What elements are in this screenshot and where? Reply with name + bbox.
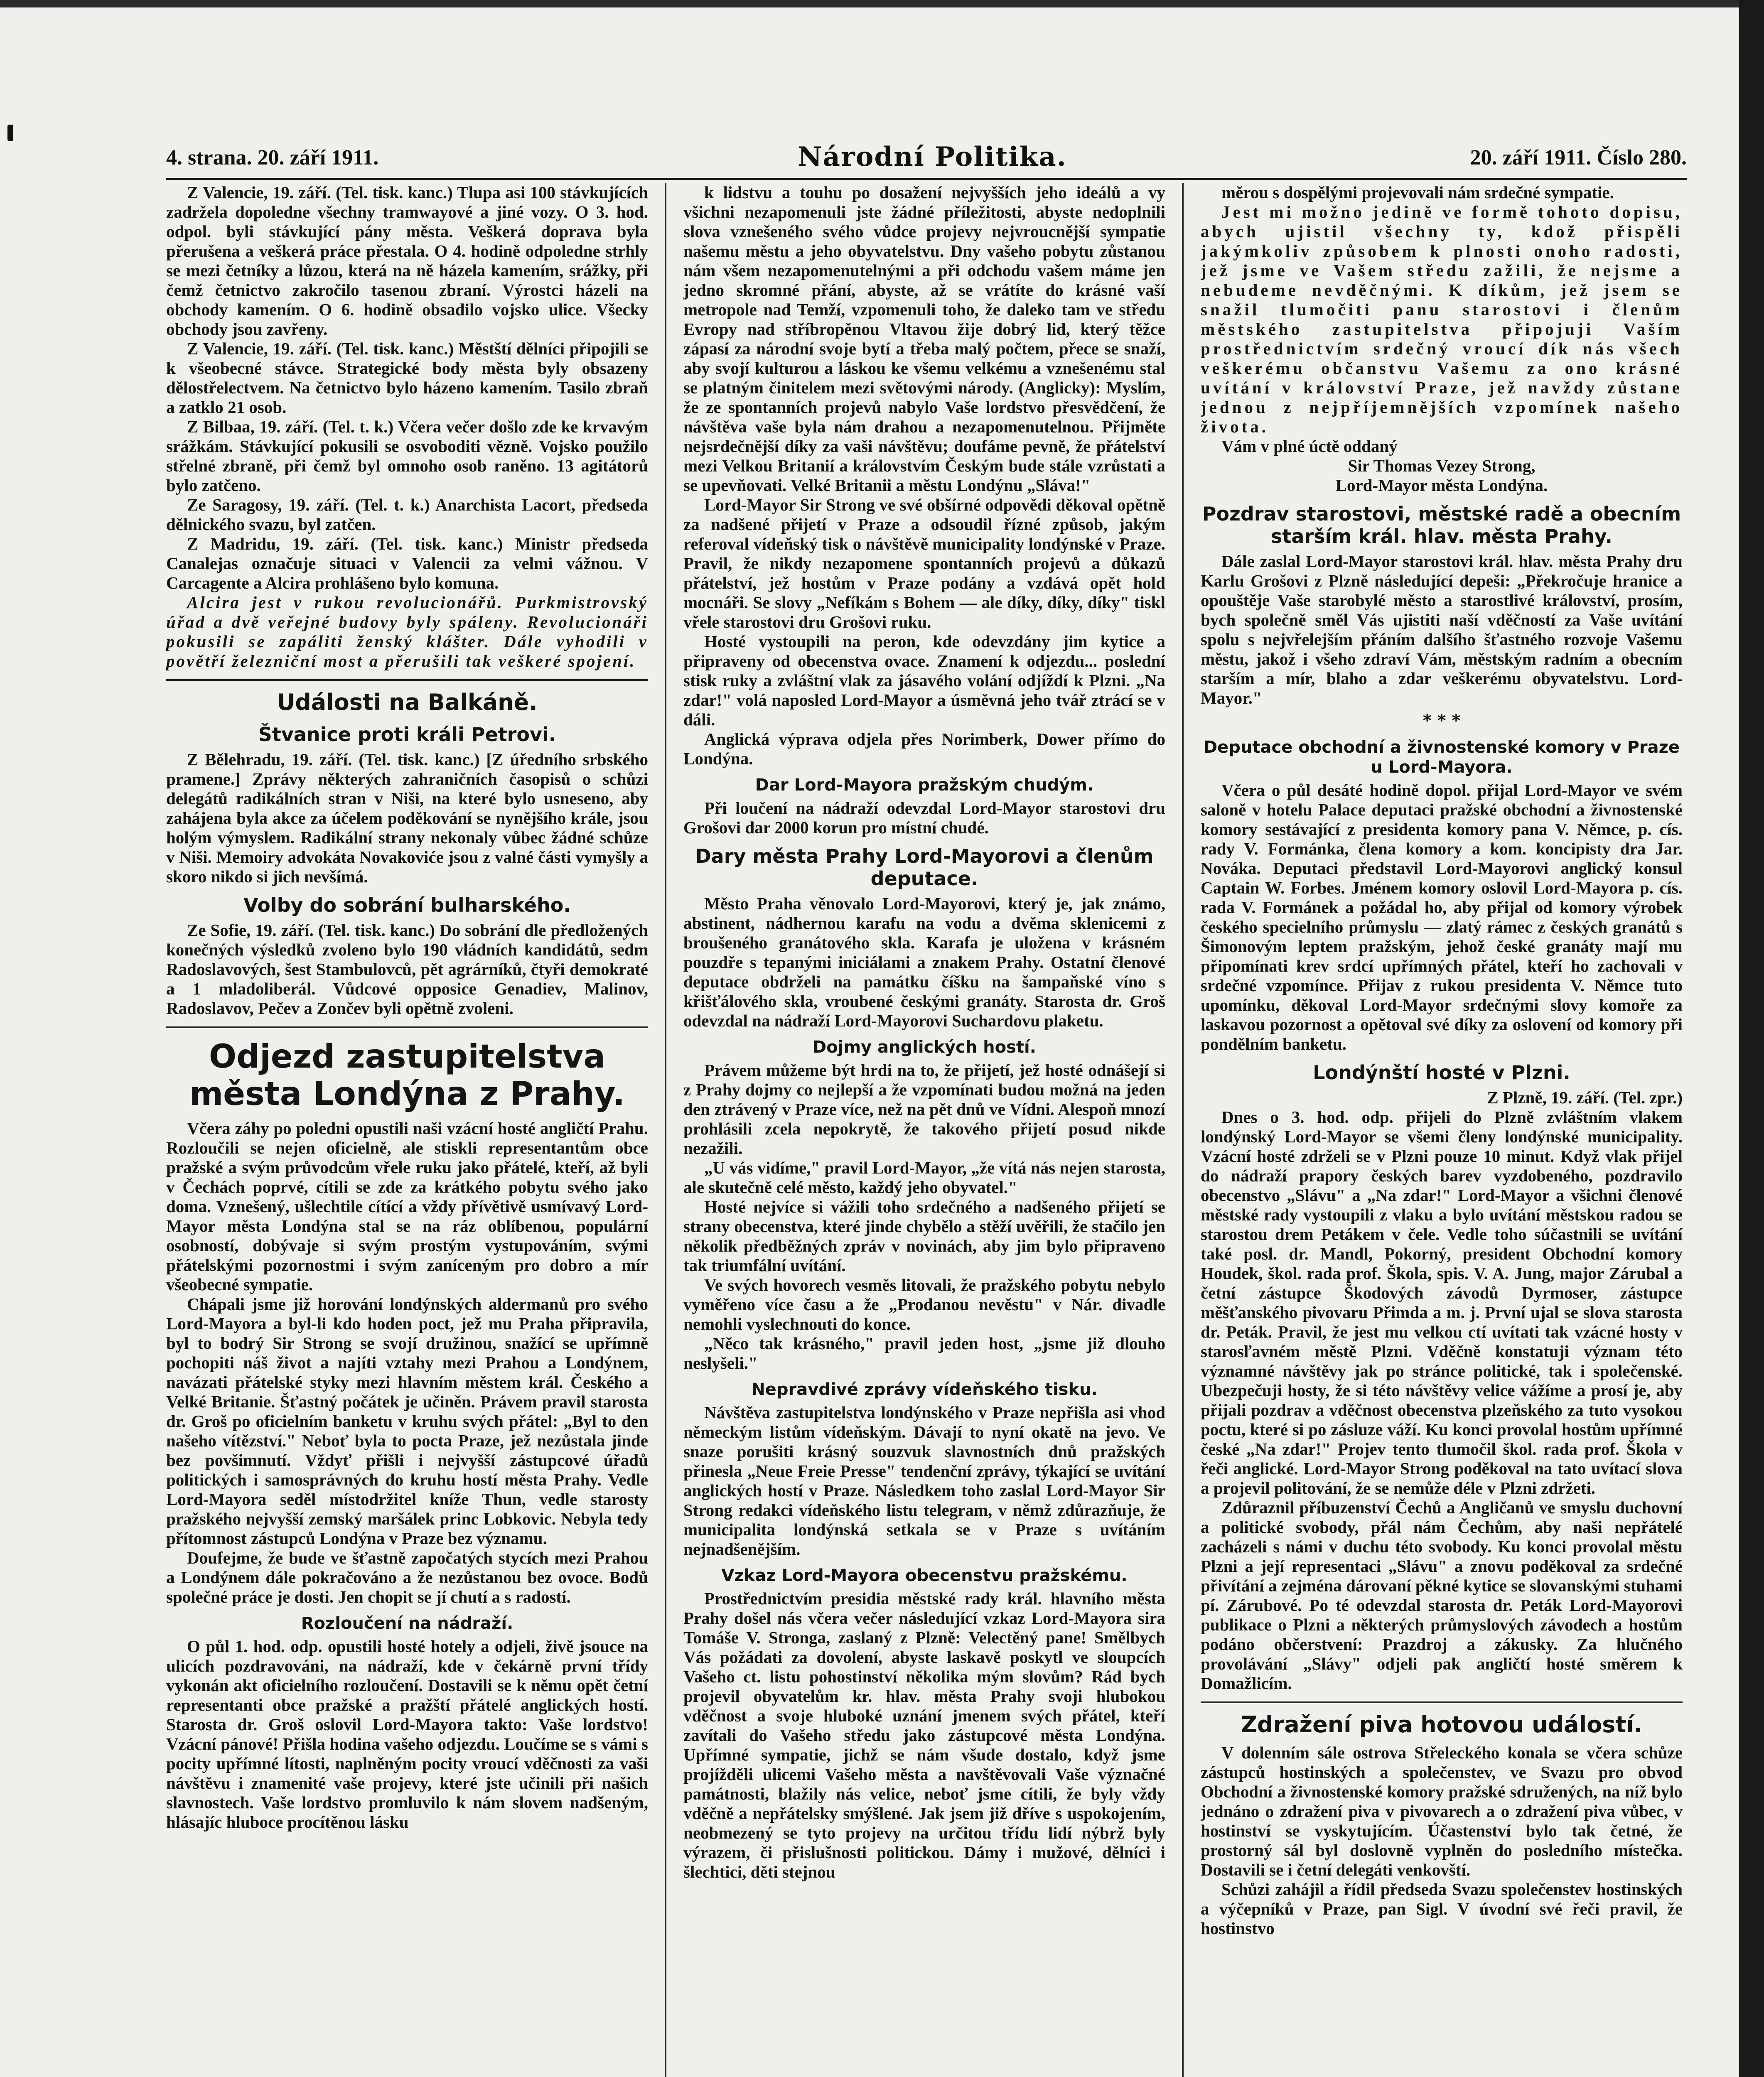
- article-paragraph: Z Valencie, 19. září. (Tel. tisk. kanc.) Tlupa asi 100 stávkujících zadržela dopoledne všechny tramwayové a jiné vozy. O 3. hod. odpol. byli stávkující pány města. Veškerá doprava byla přerušena a veškerá práce přestala. O 4. hodině odpoledne strhly se mezi četníky a lůzou, která na ně házela kamením, srážky, při čemž četnictvo zakročilo tasenou zbraní. Výrostci házeli na obchody kamením. O 6. hodině obsadilo vojsko ulice. Všecky obchody jsou zavřeny.: [166, 183, 648, 339]
- subheadline-dar: Dar Lord-Mayora pražským chudým.: [755, 776, 1094, 795]
- signature-name: Sir Thomas Vezey Strong,: [1348, 456, 1536, 475]
- article-paragraph: Při loučení na nádraží odevzdal Lord-Mayor starostovi dru Grošovi dar 2000 korun pro místní chudé.: [683, 798, 1165, 837]
- subheadline-stvanice: Štvanice proti králi Petrovi.: [258, 723, 556, 746]
- column-2: [683, 183, 1165, 2077]
- section-rule: [166, 679, 648, 681]
- article-paragraph: Doufejme, že bude ve šťastně započatých stycích mezi Prahou a Londýnem dále pokračováno a že nezůstanou bez ovoce. Bodů společné práce je dosti. Jen chopit se jí chutí a s radostí.: [166, 1548, 648, 1606]
- article-paragraph: „U vás vidíme," pravil Lord-Mayor, „že vítá nás nejen starosta, ale skutečně celé město, každý jeho obyvatel.": [683, 1158, 1165, 1197]
- article-paragraph: Z Bělehradu, 19. září. (Tel. tisk. kanc.) [Z úředního srbského pramene.] Zprávy některých zahraničních časopisů o schůzi delegátů radikálních stran v Niši, na které bylo usneseno, aby zahájena byla akce za účelem poděkování se nynějšího krále, jsou holým výmyslem. Radikální strany nekonaly vůbec žádné schůze v Niši. Memoiry advokáta Novakoviće jsou z valné části vymyšly a skoro nikdo si jich nevšímá.: [166, 750, 648, 886]
- article-paragraph: Včera o půl desáté hodině dopol. přijal Lord-Mayor ve svém saloně v hotelu Palace deputaci pražské obchodní a živnostenské komory sestávající z presidenta komory pana V. Němce, p. cís. rady V. Formánka, člena komory a kom. koncipisty dra Jar. Nováka. Deputaci představil Lord-Mayorovi anglický konsul Captain W. Forbes. Jménem komory oslovil Lord-Mayora p. cís. rada V. Formánek a požádal ho, aby přijal od komory výrobek českého specielního průmyslu — zlatý rámec z českých granátů s Šimonovým leptem pražským, jehož české granáty mají mu připomínati krev srdcí upřímných přátel, kteří ho zachovali v srdečné vzpomínce. Přijav z rukou presidenta V. Němce tuto upomínku, děkoval Lord-Mayor srdečnými slovy komoře za laskavou pozornost a opětoval své díky za oslovení od komory při pondělním banketu.: [1201, 781, 1683, 1053]
- article-paragraph: Ze Sofie, 19. září. (Tel. tisk. kanc.) Do sobrání dle předložených konečných výsledků zvoleno bylo 190 vládních kandidátů, sedm Radoslavových, šest Stambulovců, pět agrárníků, čtyři demokraté a 1 mladoliberál. Vůdcové opposice Genadiev, Malinov, Radoslavov, Pečev a Zončev byli opětně zvoleni.: [166, 921, 648, 1018]
- article-paragraph: Dnes o 3. hod. odp. přijeli do Plzně zvláštním vlakem londýnský Lord-Mayor se všemi členy londýnské municipality. Vzácní hosté zdrželi se v Plzni pouze 10 minut. Když vlak přijel do nádraží prapory českých barev vyzdobeného, pozdravilo obecenstvo „Slávu" a „Na zdar!" Lord-Mayor a všichni členové městské rady vystoupili z vlaku a bylo uvítání městskou radou se starostou drem Petákem v čele. Vedle toho súčastnili se uvítání také posl. dr. Mandl, Pokorný, president Obchodní komory Houdek, škol. rada prof. Škola, spis. V. A. Jung, major Zárubal a četní zástupce Škodových závodů Dyrmoser, zástupce měšťanského pivovaru Přimda a m. j. První ujal se slova starosta dr. Peták. Pravil, že jest mu velkou ctí uvítati tak vzácné hosty v starosľavném městě Plzni. Vděčně konstatuji význam této významné návštěvy jak po stránce politické, tak i společenské. Ubezpečuji hosty, že si této návštěvy velice vážíme a prosí je, aby přijali pozdrav a vděčnost obecenstva plzeňského za tuto vysokou poctu, které si po zásluze váží. Ku konci provolal hostům upřímné české „Na zdar!" Projev tento tlumočil škol. rada prof. Škola v řeči anglické. Lord-Mayor Strong poděkoval na tato uvítací slova a projevil politování, že se nemůže déle v Plzni zdržeti.: [1201, 1107, 1683, 1498]
- newspaper-title: Národní Politika.: [798, 141, 1067, 172]
- masthead: [166, 141, 1687, 174]
- article-paragraph: Zdůraznil příbuzenství Čechů a Angličanů ve smyslu duchovní a politické svobody, přál nám Čechům, aby naši nepřátelé zacházeli s námi v duchu této svobody. Ku konci provolal městu Plzni a její representaci „Slávu" a znovu poděkoval za srdečné přivítání a zejména dárovaní pěkné kytice se slovanskými stuhami pí. Zárubové. Po té odevzdal starosta dr. Peták Lord-Mayorovi publikace o Plzni a některých průmyslových závodech a hostům podáno občerstvení: Prazdroj a zákusky. Za hlučného provolávání „Slávy" odjeli pak angličtí hosté směrem k Domažlicím.: [1201, 1498, 1683, 1693]
- article-paragraph: „Něco tak krásného," pravil jeden host, „jsme již dlouho neslyšeli.": [683, 1334, 1165, 1372]
- article-paragraph: měrou s dospělými projevovali nám srdečné sympatie.: [1221, 183, 1614, 202]
- headline-odjezd: Odjezd zastupitelstva města Londýna z Prahy.: [189, 1038, 625, 1113]
- column-divider: [1182, 183, 1184, 2077]
- page-number-date: 4. strana. 20. září 1911.: [166, 146, 379, 169]
- masthead-rule: [166, 178, 1687, 180]
- article-paragraph: V dolenním sále ostrova Střeleckého konala se včera schůze zástupců hostinských a společenstev, ve Svazu pro obvod Obchodní a živnostenské komory pražské sdružených, na níž bylo jednáno o zdražení piva v pivovarech a o zdražení piva vůbec, v hostinství se vyskytujícím. Účastenství bylo tak četné, že prostorný sál byl doslovně vyplněn do posledního místečka. Dostavili se i četní delegáti venkovští.: [1201, 1743, 1683, 1879]
- column-divider: [665, 183, 666, 2077]
- subheadline-pozdrav: Pozdrav starostovi, městské radě a obecním starším král. hlav. města Prahy.: [1202, 503, 1681, 547]
- article-paragraph: Jest mi možno jedině ve formě tohoto dopisu, abych ujistil všechny ty, kdož přispěli jakýmkoliv způsobem k plnosti onoho radosti, jež jsme ve Vašem středu zažili, že nejsme a nebudeme nevděčnými. K díkům, jež jsem se snažil tlumočiti panu starostovi i členům městského zastupitelstva připojuji Vaším prostřednictvím srdečný vroucí dík nás všech veškerému občanstvu Vašemu za ono krásné uvítání v království Praze, jež navždy zůstane jednou z nejpříjemnějších vzpomínek našeho života.: [1201, 202, 1683, 436]
- article-paragraph: Dále zaslal Lord-Mayor starostovi král. hlav. města Prahy dru Karlu Grošovi z Plzně následující depeši: „Překročuje hranice a opouštěje Vaše starobylé město a starostlivé království, prosím, bych společně směl Vás ujistiti naší vděčností za Vaše uvítání spolu s nejvřelejším přáním dalšího šťastného rozvoje Vašemu městu, jakož i všeho zdraví Vám, městským radním a obecním starším a mír, blaho a zdar veškerému obyvatelstvu. Lord-Mayor.": [1201, 552, 1683, 707]
- section-rule: [166, 1026, 648, 1028]
- article-paragraph: Anglická výprava odjela přes Norimberk, Dower přímo do Londýna.: [683, 729, 1165, 768]
- article-paragraph: Hosté vystoupili na peron, kde odevzdány jim kytice a připraveny od obecenstva ovace. Znamení k odjezdu... poslední stisk ruky a zvláštní vlak za jásavého volání odjíždí k Plzni. „Na zdar!" volá naposled Lord-Mayor a úsměvná jeho tvář ztrácí se v dáli.: [683, 632, 1165, 729]
- subheadline-vzkaz: Vzkaz Lord-Mayora obecenstvu pražskému.: [721, 1566, 1128, 1585]
- subheadline-dojmy: Dojmy anglických hostí.: [813, 1038, 1036, 1057]
- signature-title: Lord-Mayor města Londýna.: [1335, 476, 1548, 495]
- article-paragraph: Ve svých hovorech vesměs litovali, že pražského pobytu nebylo vyměřeno více času a že „Prodanou nevěstu" v Nár. divadle nemohli vyslechnouti do konce.: [683, 1275, 1165, 1333]
- article-paragraph: Návštěva zastupitelstva londýnského v Praze nepřišla asi vhod německým listům vídeňským. Dávají to nyní okatě na jevo. Ve snaze porušiti krásný souzvuk slavnostních dnů pražských přinesla „Neue Freie Presse" tendenční zprávy, týkající se uvítání anglických hostí v Praze. Následkem toho zaslal Lord-Mayor Sir Strong redakci vídeňského listu telegram, v němž zdůrazňuje, že municipalita londýnská setkala se v Praze s uvítáním nejnadšenějším.: [683, 1403, 1165, 1559]
- article-paragraph: Prostřednictvím presidia městské rady král. hlavního města Prahy došel nás včera večer následující vzkaz Lord-Mayora sira Tomáše V. Stronga, zaslaný z Plzně: Velectěný pane! Smělbych Vás požádati za dovolení, abyste laskavě poskytl ve sloupcích Vašeho ct. listu pohostinství několika mým slovům? Rád bych projevil obyvatelům kr. hlav. města Prahy svoji hlubokou vděčnost a svoje hluboké uznání jmenem svých přátel, kteří zavítali do Vašeho středu jako zástupcové města Londýna. Upřímné sympatie, jichž se nám všude dostalo, když jsme projížděli ulicemi Vašeho města a navštěvovali Vaše význačné památnosti, blažily nás velice, neboť jsme cítili, že byly vždy vděčně a nepřátelsky smýšlené. Jak jsem již dříve s uspokojením, neobmezený se tyto projevy na určitou třídu lidí nýbrž byly výrazem, či přislušnosti politickou. Dámy i mužové, dělníci i šlechtici, děti stejnou: [683, 1589, 1165, 1881]
- article-paragraph: O půl 1. hod. odp. opustili hosté hotely a odjeli, živě jsouce na ulicích pozdravováni, na nádraží, kde v čekárně první třídy vykonán akt oficielního rozloučení. Dostavili se k němu opět četní representanti obce pražské a pražští přátelé anglických hostí. Starosta dr. Groš oslovil Lord-Mayora takto: Vaše lordstvo! Vzácní pánové! Přišla hodina vašeho odjezdu. Loučíme se s vámi s pocity upřímné lítosti, naplněným pocity vroucí vděčnosti za vaši návštěvu i znamenité vaše projevy, které jste učinili při našich slavnostech. Vaše lordstvo promluvilo k nám slovem nadšeným, hlásajíc hluboce procítěnou lásku: [166, 1637, 648, 1831]
- article-paragraph: Hosté nejvíce si vážili toho srdečného a nadšeného přijetí se strany obecenstva, které jinde chybělo a stěží uvěřili, že stačilo jen několik předběžných zpráv v novinách, aby jim bylo připraveno tak triumfální uvítání.: [683, 1197, 1165, 1275]
- section-rule: [1201, 1701, 1683, 1703]
- article-paragraph: Z Bilbaa, 19. září. (Tel. t. k.) Včera večer došlo zde ke krvavým srážkám. Stávkující pokusili se osvoboditi vězně. Vojsko použilo střelné zbraně, při čemž byl omnoho osob raněno. 13 agitátorů bylo zatčeno.: [166, 417, 648, 495]
- article-paragraph: k lidstvu a touhu po dosažení nejvyšších jeho ideálů a vy všichni nezapomenuli jste žádné příležitosti, abyste nedoplnili slova vznešeného svého vůdce projevy nejvroucnější sympatie našemu městu a jeho obyvatelstvu. Dny vašeho pobytu zůstanou nám všem nezapomenutelnými a při odchodu vašem máme jen jedno skromné přání, abyste, až se vrátíte do krásné vaší metropole nad Temží, vzpomenuli toho, že daleko tam ve středu Evropy nad stříbropěnou Vltavou žije dobrý lid, který těžce zápasí za národní svoje bytí a třeba malý počtem, přece se snaží, aby svojí kulturou a láskou ke všemu velkému a vznešenému stal se platným činitelem mezi světovými národy. (Anglicky): Myslím, že ze spontanních projevů nabylo Vaše lordstvo přesvědčení, že návštěva vaše byla nám drahou a nezapomenutelnou. Přijměte nejsrdečnější díky za vaši návštěvu; doufáme pevně, že přátelství mezi Velkou Britanií a královstvím Českým bude stále vzrůstati a se upevňovati. Velké Britanii a městu Londýnu „Sláva!": [683, 183, 1165, 495]
- headline-zdrazeni: Zdražení piva hotovou událostí.: [1241, 1711, 1643, 1738]
- column-1: [166, 183, 648, 2077]
- column-3: [1201, 183, 1683, 2077]
- article-paragraph: Včera záhy po poledni opustili naši vzácní hosté angličtí Prahu. Rozloučili se nejen oficielně, ale stiskli representantům obce pražské a svým průvodcům vřele ruku jako přátelé, kteří, až byli v Čechách poprvé, cítili se zde za krátkého pobytu svého jako doma. Vznešený, ušlechtile cítící a vždy přívětivě usmívavý Lord-Mayor města Londýna stal se na ráz oblíbenou, populární osobností, dobývaje si svým prostým vystupováním, svými přátelskými pozornostmi i svým zaníceným pro dobro a mír všeobecné sympatie.: [166, 1119, 648, 1294]
- article-paragraph: Alcira jest v rukou revolucionářů. Purkmistrovský úřad a dvě veřejné budovy byly spáleny. Revolucionáři pokusili se zapáliti ženský klášter. Dále vyhodili v povětří železniční most a přerušili tak veškeré spojení.: [166, 593, 648, 670]
- article-paragraph: Právem můžeme být hrdi na to, že přijetí, jež hosté odnášejí si z Prahy dojmy co nejlepší a že vzpomínati budou možná na jeden den ztrávený v Praze více, než na pět dnů ve Vídni. Alespoň mnozí prohlásili zcela nepokrytě, že takového přijetí posud nikde nezažili.: [683, 1061, 1165, 1158]
- article-paragraph: Vám v plné úctě oddaný: [1221, 437, 1398, 456]
- article-paragraph: Město Praha věnovalo Lord-Mayorovi, který je, jak známo, abstinent, nádhernou karafu na vodu a dvěma sklenicemi z broušeného granátového skla. Karafa je uložena v krásném pouzdře s tepanými iniciálami a znakem Prahy. Ostatní členové deputace obdrželi na památku číšku na šampaňské víno s křišťálového skla, vroubené českými granáty. Starosta dr. Groš odevzdal na nádraží Lord-Mayorovi Suchardovu plaketu.: [683, 894, 1165, 1030]
- subheadline-rozlouceni: Rozloučení na nádraží.: [301, 1614, 513, 1633]
- article-paragraph: Chápali jsme již horování londýnských aldermanů pro svého Lord-Mayora a byl-li kdo hoden poct, jež mu Praha připravila, byl to bodrý Sir Strong se svojí družinou, snažící se upřímně pochopiti náš život a najíti vztahy mezi Prahou a Londýnem, navázati přátelské styky mezi hlavním městem král. Českého a Velké Britanie. Šťastný počátek je učiněn. Právem pravil starosta dr. Groš po oficielním banketu v kruhu svých přátel: „Byl to den našeho vítězství." Neboť byla to pocta Praze, jež nezůstala jinde bez povšimnutí. Vždyť přišli i nejvyšší zástupcové úřadů politických i samosprávných do kruhu hostí města Prahy. Vedle Lord-Mayora seděl místodržitel kníže Thun, vedle starosty pražského nejvyšší zemský maršálek princ Lobkovic. Nebyla tedy přítomnost zástupců Londýna v Praze bez významu.: [166, 1294, 648, 1548]
- subheadline-nepravdive: Nepravdivé zprávy vídeňského tisku.: [751, 1380, 1098, 1399]
- article-paragraph: Schůzi zahájil a řídil předseda Svazu společenstev hostinských a výčepníků v Praze, pan Sigl. V úvodní své řeči pravil, že hostinstvo: [1201, 1880, 1683, 1938]
- ink-speck: [7, 125, 13, 141]
- article-paragraph: Z Madridu, 19. září. (Tel. tisk. kanc.) Ministr předseda Canalejas označuje situaci v Valencii za velmi vážnou. V Carcagente a Alcira prohlášeno bylo komuna.: [166, 534, 648, 592]
- section-separator: * * *: [1423, 711, 1461, 730]
- subheadline-londynsti: Londýnští hosté v Plzni.: [1313, 1061, 1570, 1084]
- scan-right-border: [1739, 0, 1764, 2077]
- subheadline-deputace: Deputace obchodní a živnostenské komory v Praze u Lord-Mayora.: [1203, 738, 1680, 777]
- article-paragraph: Lord-Mayor Sir Strong ve své obšírné odpovědi děkoval opětně za nadšené přijetí v Praze a odsoudil řízné způsob, jakým referoval vídeňský tisk o návštěvě municipality londýnské v Praze. Pravil, že nikdy nezapomene spontanních projevů a důkazů přátelství, jež hostům v Praze podány a vzdává opět hold mocnáři. Se slovy „Nefíkám s Bohem — ale díky, díky, díky" tiskl vřele starostovi dru Grošovi ruku.: [683, 495, 1165, 631]
- subheadline-dary: Dary města Prahy Lord-Mayorovi a členům deputace.: [695, 845, 1154, 890]
- issue-date-number: 20. září 1911. Číslo 280.: [1470, 146, 1687, 169]
- article-paragraph: Z Valencie, 19. září. (Tel. tisk. kanc.) Městští dělníci připojili se k všeobecné stávce. Strategické body města byly obsazeny dělostřelectvem. Na četnictvo bylo házeno kamením. Tasilo zbraň a zatklo 21 osob.: [166, 339, 648, 417]
- dateline: Z Plzně, 19. září. (Tel. zpr.): [1487, 1088, 1683, 1107]
- headline-balkan: Události na Balkáně.: [277, 689, 538, 715]
- scan-top-border: [0, 0, 1764, 7]
- article-paragraph: Ze Saragosy, 19. září. (Tel. t. k.) Anarchista Lacort, předseda dělnického svazu, byl zatčen.: [166, 495, 648, 534]
- subheadline-volby: Volby do sobrání bulharského.: [243, 894, 571, 916]
- page-content: [166, 141, 1687, 2077]
